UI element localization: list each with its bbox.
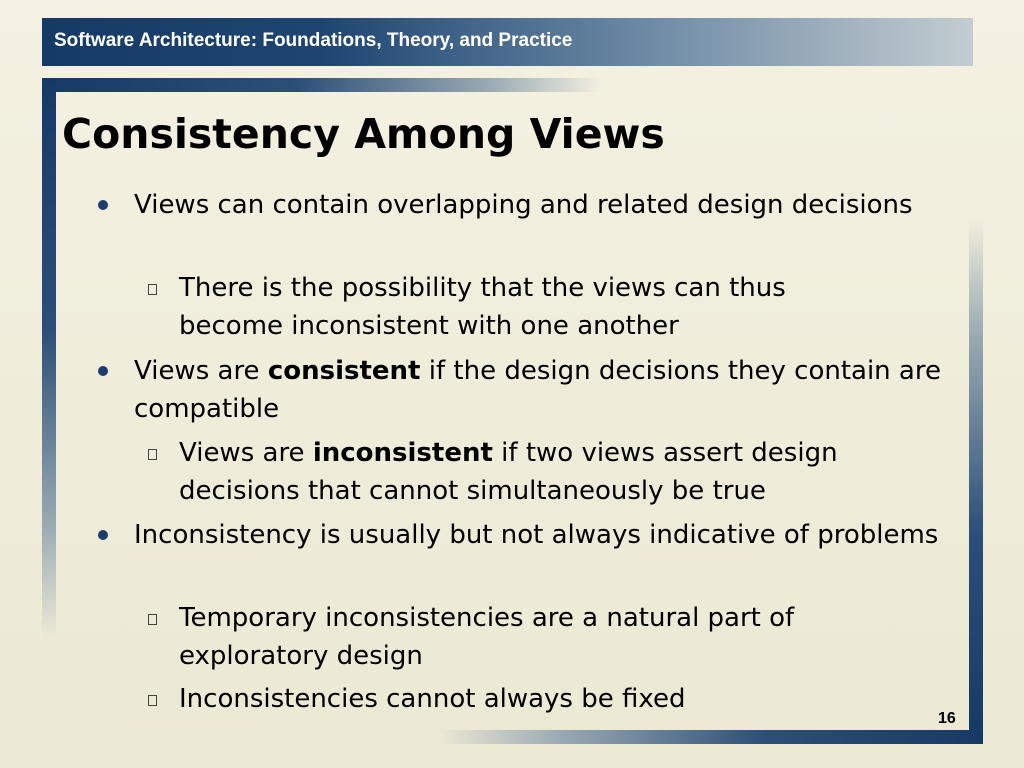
bullet-text-after: if two views assert design decisions that cannot simultaneously be true bbox=[179, 438, 838, 506]
bullet-item bbox=[134, 186, 949, 224]
bullet-item bbox=[134, 352, 949, 428]
bullet-dot-icon bbox=[98, 530, 108, 540]
bullet-text-before: Views are bbox=[179, 438, 313, 468]
sub-bullet-item bbox=[179, 434, 879, 510]
bullet-text: Inconsistency is usually but not always indicative of problems bbox=[134, 520, 939, 550]
slide-title: Consistency Among Views bbox=[62, 110, 665, 158]
bullet-dot-icon bbox=[98, 200, 108, 210]
header-title: Software Architecture: Foundations, Theory, and Practice bbox=[54, 30, 573, 51]
bullet-text-bold: consistent bbox=[267, 356, 421, 386]
bullet-text-bold: inconsistent bbox=[312, 438, 493, 468]
bullet-square-icon bbox=[148, 449, 157, 460]
bullet-text: There is the possibility that the views can thus become inconsistent with one another bbox=[179, 273, 786, 341]
sub-bullet-item bbox=[179, 269, 879, 345]
bullet-text-after: if the design decisions they contain are compatible bbox=[134, 356, 941, 424]
sub-bullet-item bbox=[179, 680, 879, 718]
bullet-square-icon bbox=[148, 614, 157, 625]
bullet-dot-icon bbox=[98, 366, 108, 376]
bullet-square-icon bbox=[148, 695, 157, 706]
page-number: 16 bbox=[938, 710, 956, 727]
bullet-text: Inconsistencies cannot always be fixed bbox=[179, 684, 686, 714]
bullet-text: Views can contain overlapping and related design decisions bbox=[134, 190, 913, 220]
bullet-item bbox=[134, 516, 949, 554]
bullet-text: Temporary inconsistencies are a natural part of exploratory design bbox=[179, 603, 795, 671]
bullet-text-before: Views are bbox=[134, 356, 268, 386]
bullet-square-icon bbox=[148, 284, 157, 295]
sub-bullet-item bbox=[179, 599, 879, 675]
